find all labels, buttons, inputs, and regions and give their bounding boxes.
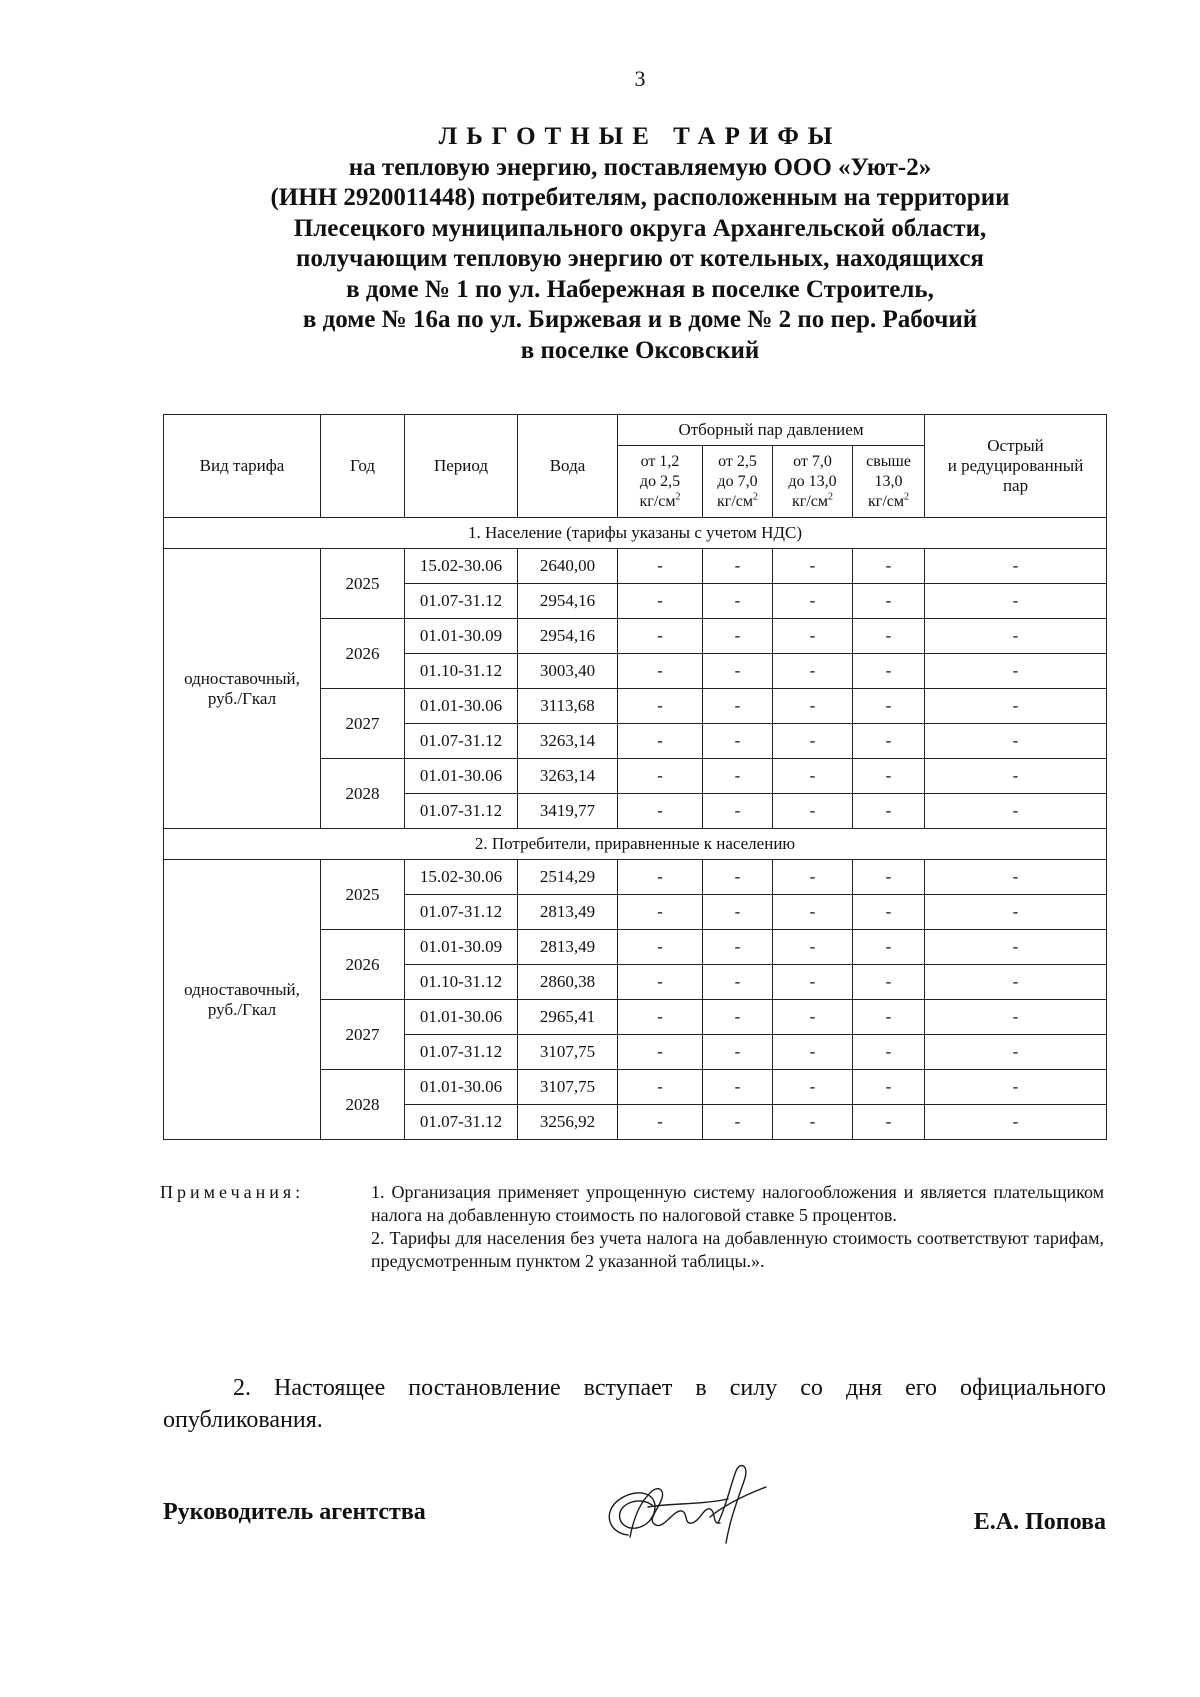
dash-cell: - [703, 1035, 773, 1070]
period-cell: 01.07-31.12 [405, 1105, 518, 1140]
dash-cell: - [618, 1070, 703, 1105]
header-sharp-steam [925, 415, 1107, 518]
dash-cell: - [925, 689, 1107, 724]
dash-cell: - [925, 965, 1107, 1000]
note-item-1: 1. Организация применяет упрощенную систему налогообложения и является плательщиком налога на добавленную стоимость по налоговой ставке 5 процентов. [371, 1182, 1104, 1225]
dash-cell: - [925, 794, 1107, 829]
dash-cell: - [853, 794, 925, 829]
water-value-cell: 3003,40 [518, 654, 618, 689]
dash-cell: - [773, 1035, 853, 1070]
dash-cell: - [925, 860, 1107, 895]
dash-cell: - [618, 1000, 703, 1035]
period-cell: 01.10-31.12 [405, 965, 518, 1000]
water-value-cell: 2965,41 [518, 1000, 618, 1035]
dash-cell: - [703, 794, 773, 829]
period-cell: 01.07-31.12 [405, 1035, 518, 1070]
title-line-5: в доме № 1 по ул. Набережная в поселке Строитель, [346, 275, 934, 303]
water-value-cell: 3113,68 [518, 689, 618, 724]
steam-col-line1: свыше [866, 452, 911, 470]
title-line-3: Плесецкого муниципального округа Архангельской области, [293, 214, 987, 242]
dash-cell: - [925, 759, 1107, 794]
dash-cell: - [703, 584, 773, 619]
dash-cell: - [853, 860, 925, 895]
dash-cell: - [703, 1000, 773, 1035]
dash-cell: - [853, 654, 925, 689]
period-cell: 01.01-30.09 [405, 930, 518, 965]
dash-cell: - [618, 794, 703, 829]
steam-col-line1: от 1,2 [640, 452, 680, 470]
dash-cell: - [853, 759, 925, 794]
tariff-type-line1: одноставочный, [184, 668, 300, 688]
sharp-steam-l3: пар [1002, 476, 1029, 495]
year-cell: 2026 [321, 619, 405, 689]
dash-cell: - [618, 1035, 703, 1070]
table-row [164, 549, 1107, 584]
section-row [164, 518, 1107, 549]
dash-cell: - [618, 759, 703, 794]
dash-cell: - [853, 1070, 925, 1105]
dash-cell: - [618, 930, 703, 965]
year-cell: 2028 [321, 759, 405, 829]
dash-cell: - [618, 654, 703, 689]
period-cell: 01.01-30.06 [405, 1070, 518, 1105]
header-tariff-type: Вид тарифа [164, 415, 321, 518]
dash-cell: - [618, 549, 703, 584]
dash-cell: - [773, 584, 853, 619]
decree-text: 2. Настоящее постановление вступает в силу со дня его официального опубликования. [163, 1375, 1106, 1433]
year-cell: 2027 [321, 689, 405, 759]
period-cell: 01.07-31.12 [405, 895, 518, 930]
steam-col-unit: кг/см [716, 492, 753, 510]
dash-cell: - [925, 895, 1107, 930]
dash-cell: - [773, 689, 853, 724]
header-steam-col-4 [853, 446, 925, 518]
dash-cell: - [703, 689, 773, 724]
tariff-type-cell [164, 860, 321, 1140]
dash-cell: - [773, 1000, 853, 1035]
title-line-7: в поселке Оксовский [520, 336, 760, 364]
dash-cell: - [703, 860, 773, 895]
steam-col-unit: кг/см [868, 492, 905, 510]
dash-cell: - [773, 549, 853, 584]
steam-col-unit: кг/см [639, 492, 676, 510]
dash-cell: - [853, 895, 925, 930]
dash-cell: - [773, 619, 853, 654]
dash-cell: - [773, 1105, 853, 1140]
sharp-steam-l2: и редуцированный [947, 456, 1084, 475]
water-value-cell: 3263,14 [518, 724, 618, 759]
header-water: Вода [518, 415, 618, 518]
dash-cell: - [853, 724, 925, 759]
period-cell: 01.10-31.12 [405, 654, 518, 689]
water-value-cell: 2813,49 [518, 930, 618, 965]
period-cell: 01.07-31.12 [405, 794, 518, 829]
dash-cell: - [773, 794, 853, 829]
dash-cell: - [853, 584, 925, 619]
water-value-cell: 2954,16 [518, 584, 618, 619]
title-line-6: в доме № 16а по ул. Биржевая и в доме № 2 по пер. Рабочий [302, 306, 978, 333]
steam-col-unit-exponent: 2 [753, 491, 758, 503]
dash-cell: - [703, 1070, 773, 1105]
table-row [164, 860, 1107, 895]
dash-cell: - [925, 1000, 1107, 1035]
dash-cell: - [853, 1000, 925, 1035]
steam-col-unit-exponent: 2 [828, 491, 833, 503]
year-cell: 2025 [321, 860, 405, 930]
steam-col-unit: кг/см [791, 492, 828, 510]
title-line-4: получающим тепловую энергию от котельных, находящихся [296, 245, 984, 272]
notes-label: Примечания: [160, 1182, 305, 1202]
dash-cell: - [853, 549, 925, 584]
dash-cell: - [773, 1070, 853, 1105]
title-line-1: на тепловую энергию, поставляемую ООО «Уют-2» [348, 153, 932, 181]
dash-cell: - [618, 689, 703, 724]
period-cell: 15.02-30.06 [405, 549, 518, 584]
dash-cell: - [618, 584, 703, 619]
steam-col-unit-exponent: 2 [904, 491, 910, 503]
dash-cell: - [703, 724, 773, 759]
dash-cell: - [925, 1070, 1107, 1105]
section-title: 2. Потребители, приравненные к населению [164, 829, 1107, 860]
water-value-cell: 2954,16 [518, 619, 618, 654]
tariff-type-line1: одноставочный, [184, 979, 300, 999]
dash-cell: - [703, 549, 773, 584]
period-cell: 01.01-30.06 [405, 759, 518, 794]
notes-body [371, 1181, 1104, 1273]
year-cell: 2027 [321, 1000, 405, 1070]
dash-cell: - [618, 1105, 703, 1140]
water-value-cell: 3107,75 [518, 1070, 618, 1105]
dash-cell: - [853, 965, 925, 1000]
dash-cell: - [773, 654, 853, 689]
dash-cell: - [853, 619, 925, 654]
steam-col-unit-exponent: 2 [675, 491, 681, 503]
dash-cell: - [618, 724, 703, 759]
dash-cell: - [773, 965, 853, 1000]
steam-col-line2: 13,0 [874, 472, 903, 490]
sharp-steam-l1: Острый [987, 436, 1044, 455]
dash-cell: - [703, 759, 773, 794]
dash-cell: - [773, 930, 853, 965]
note-item-2: 2. Тарифы для населения без учета налога на добавленную стоимость соответствуют тарифам, предусмотренным пунктом 2 указанной таблицы.». [371, 1228, 1104, 1271]
tariff-type-line2: руб./Гкал [207, 688, 277, 708]
dash-cell: - [925, 654, 1107, 689]
signatory-position: Руководитель агентства [163, 1499, 426, 1525]
dash-cell: - [925, 1035, 1107, 1070]
dash-cell: - [925, 619, 1107, 654]
section-title: 1. Население (тарифы указаны с учетом НДС) [164, 518, 1107, 549]
steam-col-line1: от 2,5 [718, 452, 757, 470]
signatory-name: Е.А. Попова [973, 1509, 1106, 1535]
dash-cell: - [703, 619, 773, 654]
water-value-cell: 3263,14 [518, 759, 618, 794]
signature-block [160, 1447, 1106, 1537]
dash-cell: - [925, 584, 1107, 619]
year-cell: 2025 [321, 549, 405, 619]
dash-cell: - [773, 759, 853, 794]
header-steam-col-2 [703, 446, 773, 518]
steam-col-line2: до 2,5 [639, 472, 681, 490]
period-cell: 01.01-30.06 [405, 1000, 518, 1035]
header-period: Период [405, 415, 518, 518]
water-value-cell: 2640,00 [518, 549, 618, 584]
header-steam-group: Отборный пар давлением [618, 415, 925, 446]
period-cell: 01.07-31.12 [405, 724, 518, 759]
section-row [164, 829, 1107, 860]
year-cell: 2028 [321, 1070, 405, 1140]
dash-cell: - [853, 930, 925, 965]
steam-col-line2: до 7,0 [717, 472, 758, 490]
dash-cell: - [618, 619, 703, 654]
tariff-type-cell [164, 549, 321, 829]
dash-cell: - [703, 1105, 773, 1140]
dash-cell: - [853, 689, 925, 724]
dash-cell: - [925, 930, 1107, 965]
dash-cell: - [925, 1105, 1107, 1140]
period-cell: 15.02-30.06 [405, 860, 518, 895]
dash-cell: - [618, 860, 703, 895]
water-value-cell: 2860,38 [518, 965, 618, 1000]
header-steam-col-3 [773, 446, 853, 518]
dash-cell: - [703, 654, 773, 689]
document-title [160, 122, 1120, 366]
water-value-cell: 3419,77 [518, 794, 618, 829]
dash-cell: - [925, 724, 1107, 759]
water-value-cell: 2813,49 [518, 895, 618, 930]
steam-col-line1: от 7,0 [793, 452, 832, 470]
year-cell: 2026 [321, 930, 405, 1000]
dash-cell: - [703, 930, 773, 965]
dash-cell: - [703, 895, 773, 930]
page-number: 3 [634, 66, 646, 91]
dash-cell: - [773, 724, 853, 759]
water-value-cell: 3256,92 [518, 1105, 618, 1140]
water-value-cell: 3107,75 [518, 1035, 618, 1070]
title-main: ЛЬГОТНЫЕ ТАРИФЫ [438, 123, 842, 150]
tariff-type-line2: руб./Гкал [207, 999, 277, 1019]
dash-cell: - [853, 1035, 925, 1070]
period-cell: 01.01-30.09 [405, 619, 518, 654]
dash-cell: - [773, 895, 853, 930]
water-value-cell: 2514,29 [518, 860, 618, 895]
period-cell: 01.01-30.06 [405, 689, 518, 724]
dash-cell: - [925, 549, 1107, 584]
dash-cell: - [773, 860, 853, 895]
dash-cell: - [618, 895, 703, 930]
period-cell: 01.07-31.12 [405, 584, 518, 619]
title-line-2: (ИНН 2920011448) потребителям, расположенным на территории [270, 184, 1010, 211]
dash-cell: - [703, 965, 773, 1000]
header-steam-col-1 [618, 446, 703, 518]
tariff-table [163, 414, 1107, 1140]
handwritten-signature [590, 1447, 780, 1557]
header-year: Год [321, 415, 405, 518]
dash-cell: - [853, 1105, 925, 1140]
dash-cell: - [618, 965, 703, 1000]
steam-col-line2: до 13,0 [788, 472, 837, 490]
